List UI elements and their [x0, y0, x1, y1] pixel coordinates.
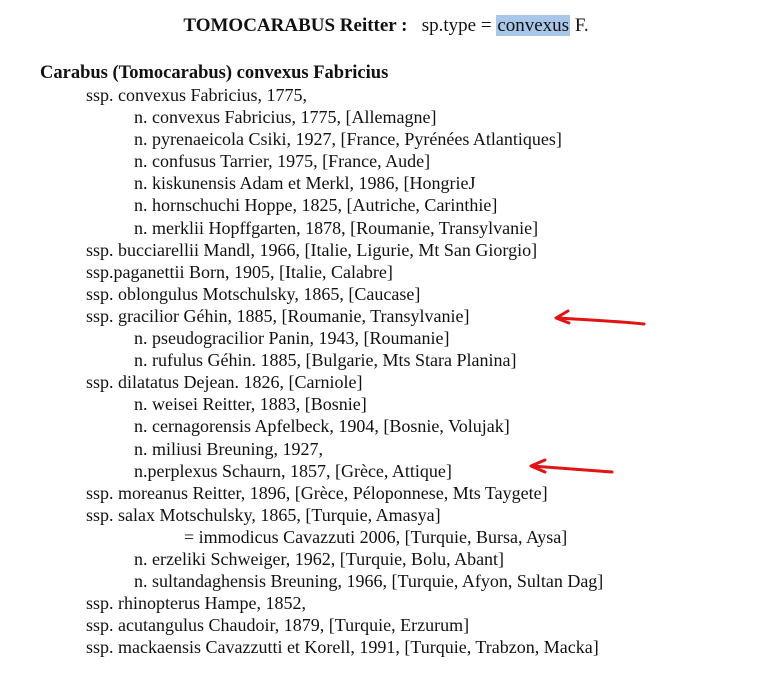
subspecies-entry: ssp. mackaensis Cavazzutti et Korell, 1991, [Turquie, Trabzon, Macka]	[86, 637, 599, 658]
genus-title: TOMOCARABUS Reitter :	[183, 15, 408, 36]
red-arrow-gracilior	[556, 311, 644, 324]
subspecies-entry: ssp. gracilior Géhin, 1885, [Roumanie, Transylvanie]	[86, 305, 470, 326]
subspecies-entry: ssp.paganettii Born, 1905, [Italie, Calabre]	[86, 261, 393, 282]
nation-entry: n. pseudogracilior Panin, 1943, [Roumanie]	[134, 328, 450, 349]
type-species-prefix: sp.type =	[421, 15, 497, 36]
subspecies-entry: ssp. oblongulus Motschulsky, 1865, [Caucase]	[86, 283, 421, 304]
nation-entry: n. merklii Hopffgarten, 1878, [Roumanie, Transylvanie]	[134, 217, 539, 238]
subspecies-entry: ssp. salax Motschulsky, 1865, [Turquie, Amasya]	[86, 504, 441, 525]
subspecies-entry: ssp. bucciarellii Mandl, 1966, [Italie, Ligurie, Mt San Giorgio]	[86, 239, 538, 260]
subspecies-entry: ssp. moreanus Reitter, 1896, [Grèce, Péloponnese, Mts Taygete]	[86, 482, 548, 503]
nation-entry: n. pyrenaeicola Csiki, 1927, [France, Pyrénées Atlantiques]	[134, 129, 562, 150]
nation-entry: n. hornschuchi Hoppe, 1825, [Autriche, Carinthie]	[134, 195, 498, 216]
nation-entry: n. erzeliki Schweiger, 1962, [Turquie, Bolu, Abant]	[134, 548, 505, 569]
nation-entry: n.perplexus Schaurn, 1857, [Grèce, Attique]	[134, 460, 452, 481]
type-species-highlight[interactable]: convexus	[497, 15, 570, 36]
nation-entry: n. sultandaghensis Breuning, 1966, [Turquie, Afyon, Sultan Dag]	[134, 571, 604, 592]
nation-entry: n. rufulus Géhin. 1885, [Bulgarie, Mts Stara Planina]	[134, 350, 517, 371]
nation-entry: n. weisei Reitter, 1883, [Bosnie]	[134, 394, 367, 415]
nation-entry: n. kiskunensis Adam et Merkl, 1986, [HongrieJ	[134, 173, 476, 194]
subspecies-entry: ssp. rhinopterus Hampe, 1852,	[86, 593, 306, 614]
type-species-suffix: F.	[570, 15, 589, 36]
nation-entry: n. cernagorensis Apfelbeck, 1904, [Bosnie, Volujak]	[134, 416, 510, 437]
synonym-entry: = immodicus Cavazzuti 2006, [Turquie, Bursa, Aysa]	[184, 526, 568, 547]
nation-entry: n. miliusi Breuning, 1927,	[134, 438, 323, 459]
subspecies-entry: ssp. dilatatus Dejean. 1826, [Carniole]	[86, 372, 363, 393]
nation-entry: n. convexus Fabricius, 1775, [Allemagne]	[134, 107, 437, 128]
subspecies-entry: ssp. acutangulus Chaudoir, 1879, [Turquie, Erzurum]	[86, 615, 470, 636]
subspecies-entry: ssp. convexus Fabricius, 1775,	[86, 85, 307, 105]
nation-entry: n. confusus Tarrier, 1975, [France, Aude]	[134, 151, 431, 172]
species-title: Carabus (Tomocarabus) convexus Fabricius	[40, 63, 389, 83]
red-arrow-perplexus	[531, 460, 612, 472]
